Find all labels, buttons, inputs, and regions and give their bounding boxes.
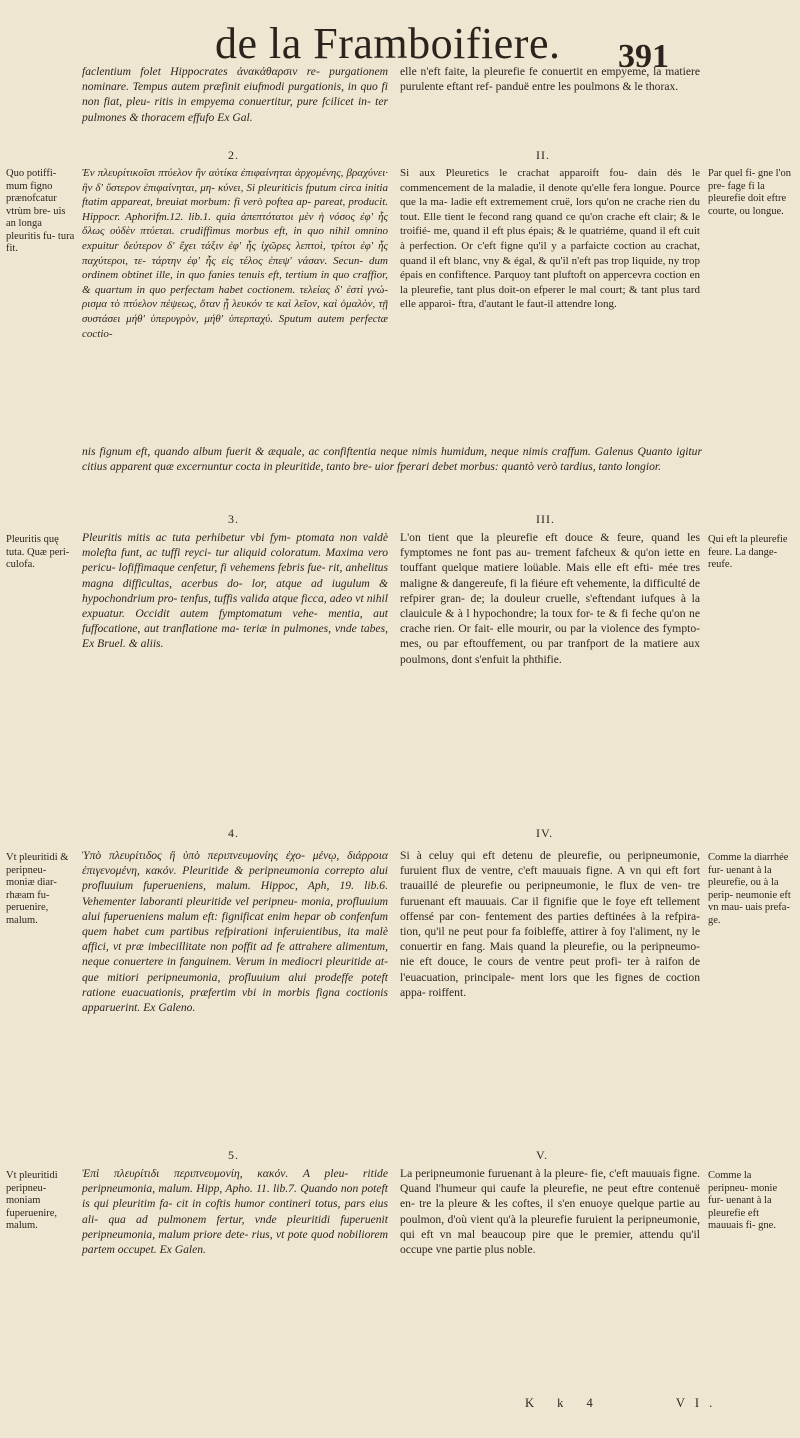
french-section-number-3: III. [536, 512, 555, 526]
latin-paragraph-2: Ἐν πλευρίτικοῖσι πτύελον ἢν αὐτίκα ἐπιφαίνηται ἀρχομένης, βραχύνει· ἢν δ' ὕστερον ἐπιφαίνηται, μη- κύνει, Si pleuriticis fputum circa initia ftatim appareat, breuiat morbum: fi verò poftea ap- pareat, producit. Hippocr. Aphorifm.12. lib.1. quia ἀπεπτότατοι μὲν ἡ νόσος ἐφ' ἧς ὅλως οὐδὲν πτύεται. crudiffimus morbus eft, in quo nihil omnino expuitur δεύτερον δ' ἔχει τάξιν ἐφ' ἧς ἰχῶρες λεπτοὶ, τρίτοι ἐφ' ἧς παχύτεροι, τε- τάρτην ἐφ' ἧς εἰς τέλος ἐπεψ' νάσαν. Secun- dum ordinem obtinet ille, in quo fanies tenuis eft, tertium in quo craffior, & quartum in quo perfectam habet coctionem. τελείας δ' ἐστὶ γνώ- ρισμα τὸ πτύελον πέψεως, ὅταν ᾖ λευκόν τε καὶ λεῖον, καὶ ὁμαλὸν, τῇ συστάσει μήθ' ὑπερυγρὸν, μήθ' ὑπερπαχύ. Sputum autem perfectæ coctio- [82, 167, 388, 340]
latin-section-number-5: 5. [228, 1148, 239, 1162]
right-margin-note-2: Par quel fi- gne l'on pre- fage fi la pleurefie doit eftre courte, ou longue. [708, 168, 791, 217]
left-margin-note-4: Vt pleuritidi & peripneu- moniæ diar- rhæam fu- peruenire, malum. [6, 852, 69, 926]
left-margin-note-3: Pleuritis quę tuta. Quæ peri- culofa. [6, 534, 70, 570]
right-margin-note-4: Comme la diarrhée fur- uenant à la pleurefie, ou à la perip- neumonie eft vn mau- uais prefa- ge. [708, 852, 791, 926]
latin-paragraph-3: Pleuritis mitis ac tuta perhibetur vbi fym- ptomata non valdè molefta funt, ac tuffi reyci- tur aliquid coloratum. Maxima vero pericu- lofiffimaque cenfetur, fi vehemens febris fue- rit, anhelitus magna difficultas, acerbus do- lor, atque ad iugulum & hypochondrium pro- tenfus, tuffis valida atque ficca, adeo vt nihil expuatur. Occidit autem fymptomatum vehe- mentia, aut fuffocatione, aut tranflatione ma- teriæ in pulmones, vnde tabes, Ex Bruel. & aliis. [82, 531, 388, 651]
left-margin-note-2: Quo potiffi- mum figno prænofcatur vtrùm bre- uis an longa pleuritis fu- tura fit. [6, 168, 75, 254]
page-number: 391 [618, 38, 669, 75]
latin-section-number-2: 2. [228, 148, 239, 162]
latin-section-number-3: 3. [228, 512, 239, 526]
latin-paragraph-4: Ὑπὸ πλευρίτιδος ἢ ὑπὸ περιπνευμονίης ἐχο- μένῳ, διάρροια ἐπιγενομένη, κακόν. Pleuritide & peripneumonia correpto alui profluuium fuperueniens, malum. Hippoc, Aph, 19. lib.6. Vehementer laboranti pleuritide vel peripneu- monia, profluuium alui fuperueniens malum eft: fignificat enim hepar ob confenfum quem habet cum partibus refpirationi inferuientibus, ita malè affici, vt præ imbecillitate non poffit ad fe attrahere alimentum, neque conuertere in fanguinem. Verum in mediocri pleuritide at- que mitiori peripneumonia, profluuium alui prodeffe poteft ratione euacuationis, præfertim vbi in morbis figna coctionis apparuerint. Ex Galeno. [82, 849, 388, 1015]
latin-section-number-4: 4. [228, 826, 239, 840]
latin-paragraph-2-continued: nis fignum eft, quando album fuerit & æquale, ac confiftentia neque nimis humidum, neque nimis craffum. Galenus Quanto igitur citius apparent quæ excernuntur cocta in pleuritide, tanto bre- uior fperari debet morbus: quantò verò tardius, tanto longior. [82, 445, 702, 474]
latin-paragraph-5: Ἐπὶ πλευρίτιδι περιπνευμονίη, κακόν. A pleu- ritide peripneumonia, malum. Hipp, Apho. 11. lib.7. Quando non poteft is qui pleuritim fa- cit in coftis humor contineri totus, pars eius ali- qua ad pulmonem fertur, vnde pleuritidi fuperuenit peripneumonia, malum priore dete- rius, vt pote quod nobiliorem partem occupet. Ex Galen. [82, 1167, 388, 1257]
french-paragraph-5: La peripneumonie furuenant à la pleure- fie, c'eft mauuais figne. Quand l'humeur qui caufe la pleurefie, ne peut eftre contenuë en- tre la pleure & les coftes, il s'en enuoye quelque partie au poulmon, d'où vient qu'à la pleurefie furuient la peripneumonie, qui eft vn mal beaucoup pire que le premier, attendu qu'il occupe vne partie plus noble. [400, 1167, 700, 1257]
french-paragraph-3: L'on tient que la pleurefie eft douce & feure, quand les fymptomes ne font pas au- trement fafcheux & qu'on iette en touffant quelque matiere loüable. Mais elle eft efti- mée tres maligne & dangereufe, fi la fiéure eft vehemente, la difficulté de refpirer gran- de; la douleur cruelle, s'eftendant iufques à la clauicule & à l hypochondre; la toux for- te & fi feche qu'on ne crache rien. Or fait- elle mourir, ou par la violence des fympto- mes, ou par eftouffement, ou par tranfport de la matiere aux poulmons, dont s'enfuit la phthifie. [400, 531, 700, 666]
footer-line [525, 1396, 722, 1411]
signature-mark: K k 4 [525, 1396, 603, 1410]
french-paragraph-4: Si à celuy qui eft detenu de pleurefie, ou peripneumonie, furuient flux de ventre, c'eft mauuais figne. A vn qui eft fort trauaillé de pleurefie ou peripneumonie, le flux de ven- tre furuenant eft mauuais. Car il fignifie que le foye eft tellement offensé par con- fentement des parties deftinées à la refpira- tion, qu'il ne peut pour fa foibleffe, attirer à foy l'aliment, ny le conuertir en fang. Mais quand la pleurefie, ou la peripneumo- nie eft douce, le cours de ventre peut profi- ter à raifon de l'euacuation, principale- ment lors que les fignes de coction appa- roiffent. [400, 849, 700, 999]
right-margin-note-5: Comme la peripneu- monie fur- uenant à la pleurefie eft mauuais fi- gne. [708, 1170, 778, 1231]
french-paragraph-1: elle n'eft faite, la pleurefie fe conuertit en empyeme, la matiere purulente eftant ref- panduë entre les poulmons & le thorax. [400, 65, 700, 94]
catchword: VI. [675, 1396, 723, 1410]
french-section-number-4: IV. [536, 826, 554, 840]
latin-paragraph-1: faclentium folet Hippocrates ἀνακάθαρσιν re- purgationem nominare. Tempus autem præfinit eiufmodi purgationis, in quo fi non fiat, pleu- ritis in empyema conuertitur, pure fcilicet in- ter pulmones & thoracem effufo Ex Gal. [82, 65, 388, 124]
french-paragraph-2: Si aux Pleuretics le crachat apparoift fou- dain dés le commencement de la maladie, il denote qu'elle fera longue. Pource que la ma- ladie eft extremement cruë, lors qu'on ne crache rien du tout. Elle tient le fecond rang quand ce qu'on crache eft clair; & le troifié- me, quand il eft plus épais; & le quatriéme, quand il eft cuit à perfection. Or c'eft figne qu'il y a parfaicte coction au crachat, quand il eft blanc, vny & égal, & qu'il n'eft pas trop liquide, ny trop épais en confiftence. Parquoy tant pluftoft on appercevra coction en la pleurefie, tant plus doit-on efperer le mal court; & tant plus tard elle apparoi- ftra, d'autant le faut-il attendre long. [400, 167, 700, 311]
french-section-number-2: II. [536, 148, 550, 162]
french-section-number-5: V. [536, 1148, 549, 1162]
left-margin-note-5: Vt pleuritidi peripneu- moniam fuperuenire, malum. [6, 1170, 58, 1231]
running-title: de la Framboifiere. [215, 19, 561, 68]
right-margin-note-3: Qui eft la pleurefie feure. La dange- reufe. [708, 534, 788, 570]
